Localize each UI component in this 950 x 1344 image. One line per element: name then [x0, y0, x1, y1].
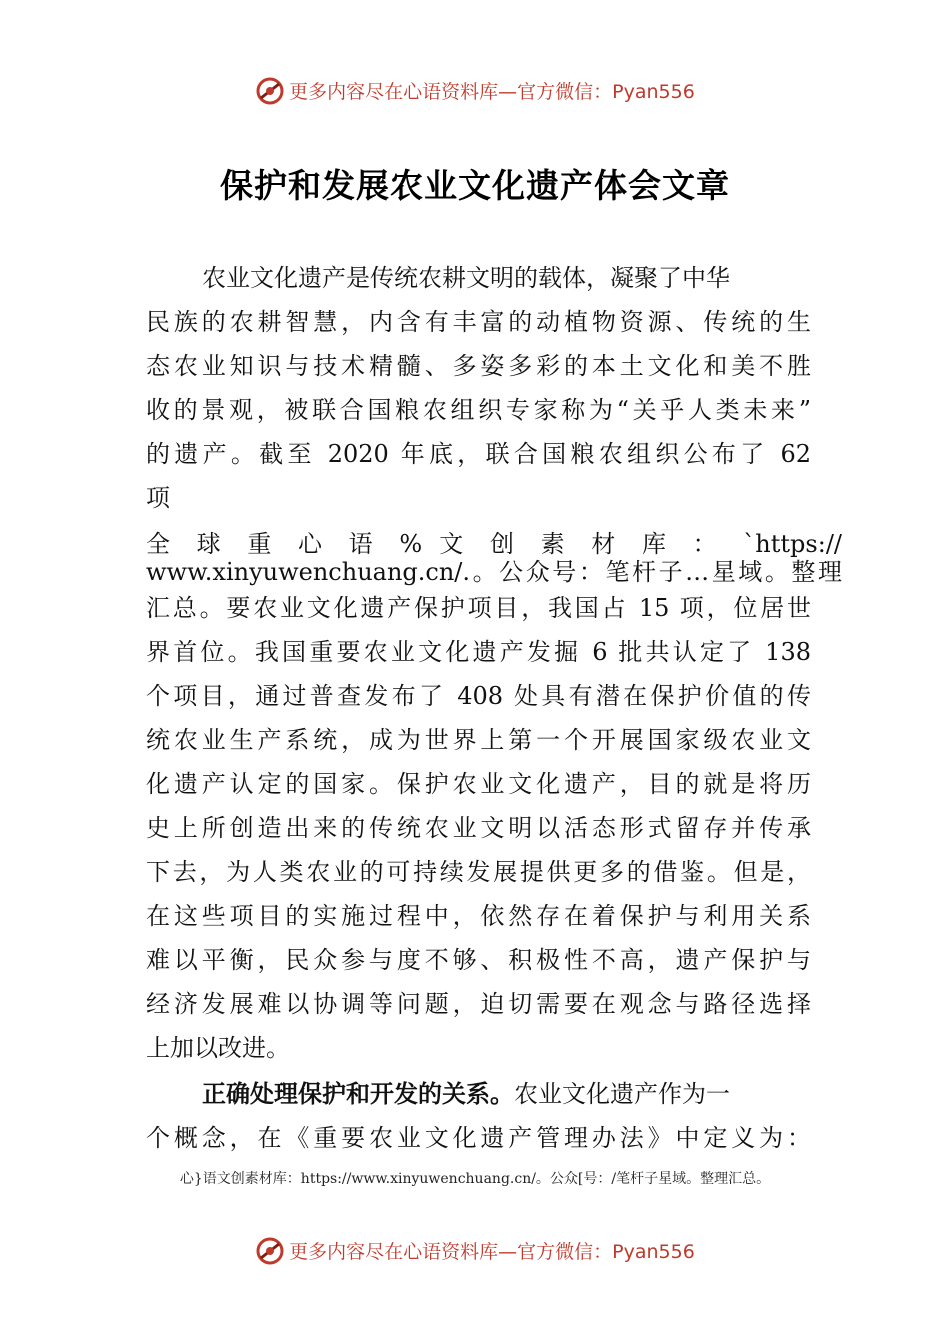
- watermark-line: www.xinyuwenchuang.cn/.。公众号：笔杆子…星域。整理: [146, 558, 842, 586]
- text-line: 的遗产。截至 2020 年底，联合国粮农组织公布了 62: [146, 440, 811, 468]
- paragraph-2: [146, 1072, 811, 1160]
- paragraph-heading: 正确处理保护和开发的关系。: [202, 1080, 514, 1108]
- text-line: 个项目，通过普查发布了 408 处具有潜在保护价值的传: [146, 682, 811, 710]
- page-title: 保护和发展农业文化遗产体会文章: [220, 166, 730, 205]
- footer-banner: [0, 1232, 950, 1272]
- banner-text: 更多内容尽在心语资料库—官方微信：: [289, 1241, 613, 1263]
- logo-icon: [255, 1236, 285, 1266]
- text-line: 上加以改进。: [146, 1034, 290, 1062]
- banner-wechat-id: Pyan556: [612, 1241, 695, 1263]
- paragraph-text: 农业文化遗产作为一: [514, 1080, 730, 1108]
- text-line: 统农业生产系统，成为世界上第一个开展国家级农业文: [146, 726, 811, 754]
- footnote: 心}语文创素材库：https://www.xinyuwenchuang.cn/。公众[号：/笔杆子星域。整理汇总。: [179, 1171, 771, 1187]
- text-line: 经济发展难以协调等问题，迫切需要在观念与路径选择: [146, 990, 811, 1018]
- text-line: 态农业知识与技术精髓、多姿多彩的本土文化和美不胜: [146, 352, 811, 380]
- text-line: [146, 1072, 811, 1116]
- paragraph-1-continued: [146, 586, 811, 1070]
- text-line: 难以平衡，民众参与度不够、积极性不高，遗产保护与: [146, 946, 811, 974]
- text-line: 个概念，在《重要农业文化遗产管理办法》中定义为：: [146, 1124, 811, 1152]
- text-line: 农业文化遗产是传统农耕文明的载体，凝聚了中华: [202, 264, 730, 292]
- text-line: 下去，为人类农业的可持续发展提供更多的借鉴。但是，: [146, 858, 811, 886]
- text-line: 在这些项目的实施过程中，依然存在着保护与利用关系: [146, 902, 811, 930]
- banner-wechat-id: Pyan556: [612, 81, 695, 103]
- watermark-text: [146, 530, 842, 586]
- text-line: 史上所创造出来的传统农业文明以活态形式留存并传承: [146, 814, 811, 842]
- text-line: 界首位。我国重要农业文化遗产发掘 6 批共认定了 138: [146, 638, 811, 666]
- text-line: 收的景观，被联合国粮农组织专家称为“关乎人类未来”: [146, 396, 811, 424]
- logo-icon: [255, 76, 285, 106]
- text-line: 化遗产认定的国家。保护农业文化遗产，目的就是将历: [146, 770, 811, 798]
- text-line: 民族的农耕智慧，内含有丰富的动植物资源、传统的生: [146, 308, 811, 336]
- banner-text: 更多内容尽在心语资料库—官方微信：: [289, 81, 613, 103]
- watermark-line: 全 球 重 心 语 % 文 创 素 材 库 ： `https://: [146, 530, 842, 558]
- header-banner: [0, 72, 950, 112]
- text-line: 项: [146, 484, 170, 512]
- text-line: 汇总。要农业文化遗产保护项目，我国占 15 项，位居世: [146, 594, 811, 622]
- paragraph-1: [146, 256, 811, 520]
